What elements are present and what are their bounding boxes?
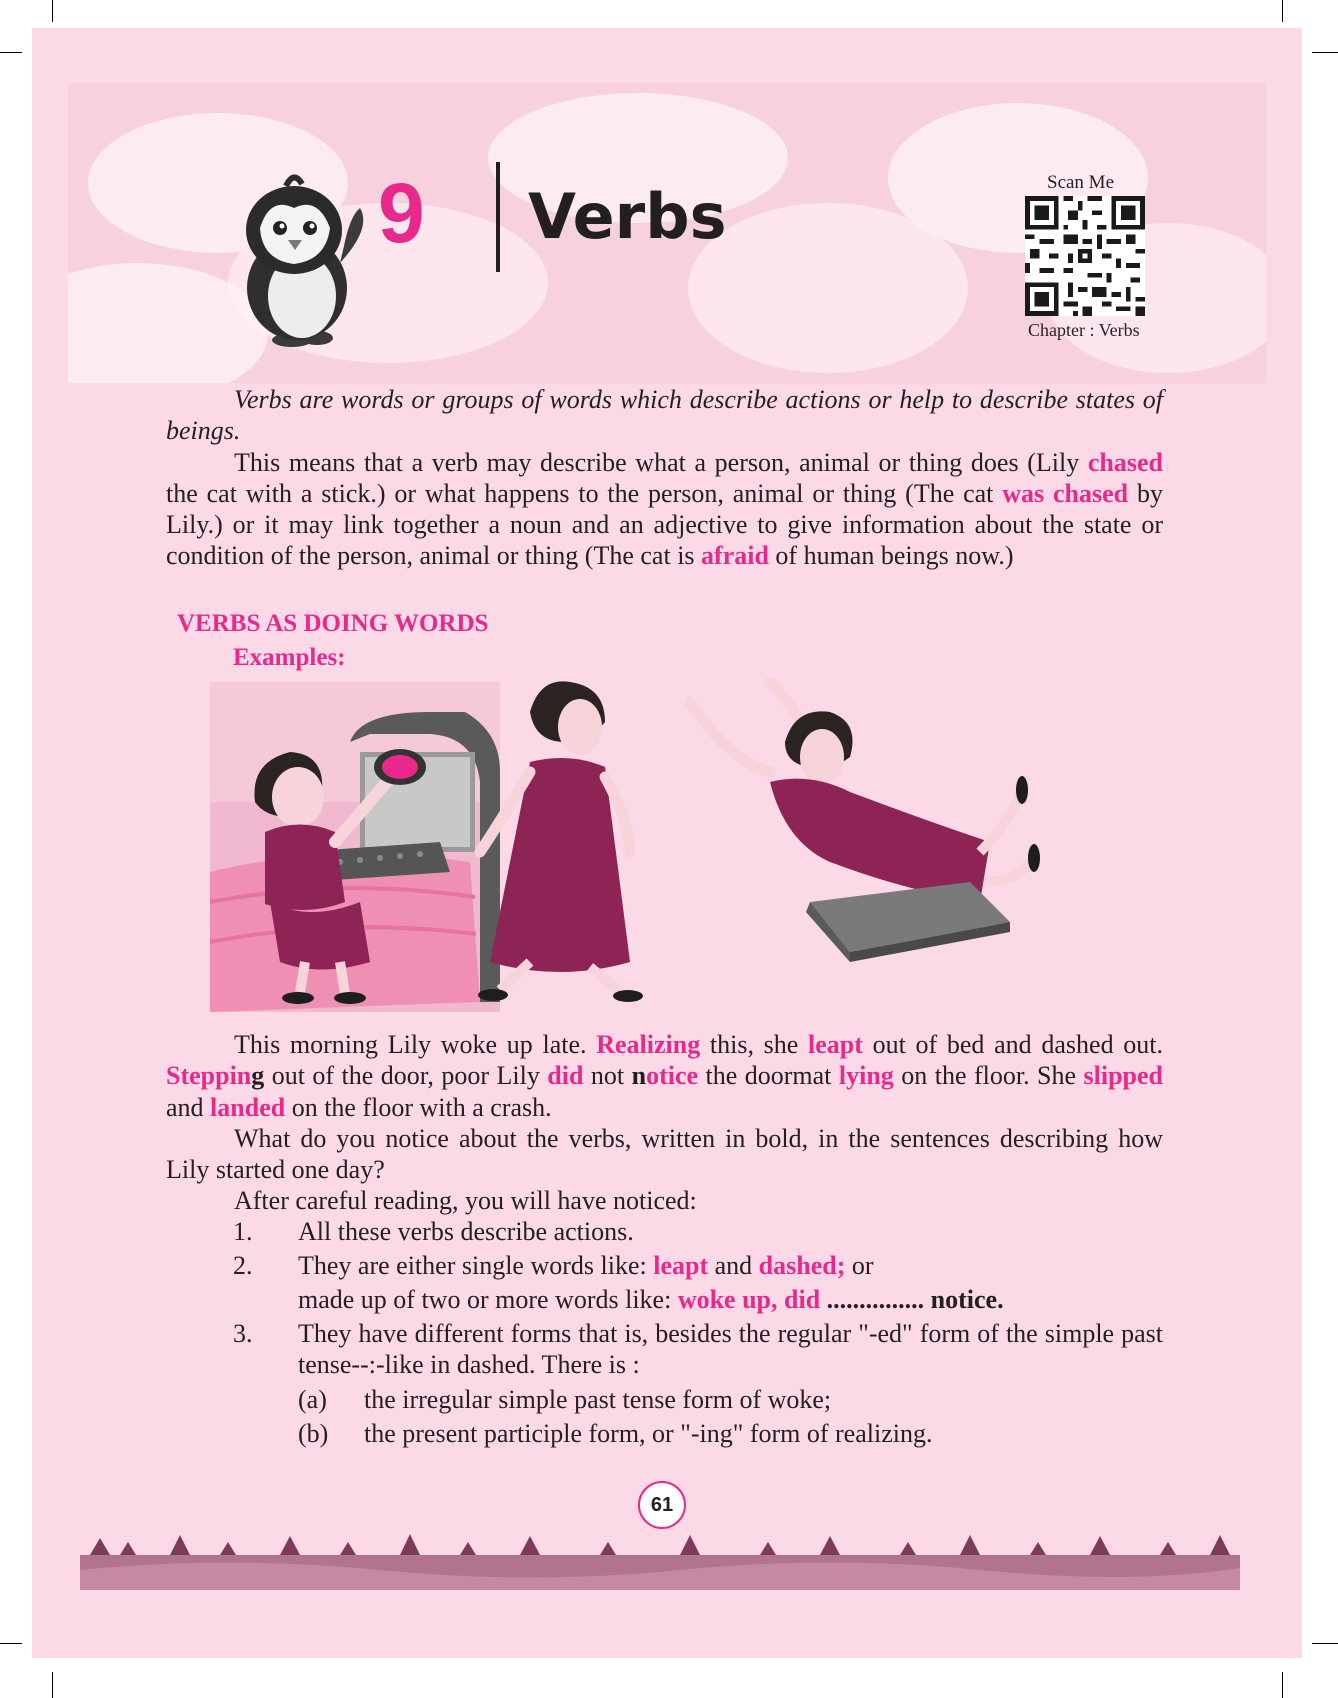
qr-bottom-label: Chapter : Verbs	[1028, 320, 1140, 340]
penguin-icon	[222, 168, 372, 348]
list-item	[298, 1250, 874, 1281]
highlight-verb: woke up, did	[677, 1285, 821, 1314]
section-heading: VERBS AS DOING WORDS	[177, 610, 489, 637]
list-number: 1.	[233, 1217, 253, 1246]
qr-code-icon[interactable]	[1025, 196, 1145, 316]
crop-mark	[1282, 0, 1283, 22]
crop-mark	[52, 0, 53, 22]
highlight-verb: g	[251, 1061, 265, 1091]
page-number: 61	[650, 1494, 674, 1516]
text: This means that a verb may describe what a person, animal or thing does (Lily	[234, 447, 1088, 477]
section-subheading: Examples:	[233, 644, 346, 671]
text: or	[845, 1251, 874, 1280]
highlight-verb: landed	[210, 1092, 286, 1122]
text: made up of two or more words like:	[298, 1285, 678, 1314]
crop-mark	[52, 1672, 53, 1698]
text: on the floor with a crash.	[285, 1092, 552, 1122]
sub-item-label: (b)	[298, 1419, 329, 1448]
highlight-verb: Realizing	[596, 1030, 701, 1059]
list-item: They have different forms that is, besides the regular "-ed" form of the simple past tense--:-like in dashed. There is :	[298, 1319, 1163, 1379]
highlight-verb: was chased	[1002, 478, 1129, 508]
sub-item: the irregular simple past tense form of woke;	[364, 1385, 832, 1414]
sub-item-label: (a)	[298, 1385, 327, 1414]
question-paragraph: What do you notice about the verbs, written in bold, in the sentences describing how Lily started one day?	[166, 1123, 1163, 1185]
crop-mark	[1312, 1643, 1338, 1644]
qr-top-label: Scan Me	[1047, 172, 1115, 193]
text: They are either single words like:	[298, 1251, 654, 1280]
crop-mark	[1282, 1672, 1283, 1698]
highlight-verb: afraid	[701, 541, 769, 571]
intro-block	[166, 384, 1163, 572]
highlight-verb: slipped	[1083, 1061, 1164, 1091]
text: on the floor. She	[893, 1061, 1084, 1091]
crop-mark	[0, 52, 22, 53]
after-reading: After careful reading, you will have noticed:	[234, 1186, 697, 1216]
highlight-verb: leapt	[653, 1251, 709, 1280]
story-paragraph	[166, 1029, 1163, 1123]
highlight-verb: Steppin	[166, 1061, 252, 1091]
text: not	[583, 1061, 632, 1091]
text: of human beings now.)	[768, 541, 1014, 571]
crop-mark	[1312, 52, 1338, 53]
highlight-verb: n	[631, 1061, 647, 1091]
story-block	[166, 1029, 1163, 1217]
text: out of bed and dashed out.	[862, 1030, 1163, 1059]
title-divider	[496, 162, 500, 272]
list-item-continuation	[298, 1284, 1004, 1315]
highlight-verb: dashed;	[758, 1251, 846, 1280]
text: by Lily.) or it may link together a noun and an adjective to give information about the state or condition of the person, animal or thing (The cat is	[166, 478, 1163, 571]
highlight-verb: leapt	[808, 1030, 863, 1059]
highlight-verb: otice	[646, 1061, 699, 1091]
definition: Verbs are words or groups of words which describe actions or help to describe states of beings.	[166, 385, 1163, 446]
text: This morning Lily woke up late.	[234, 1030, 597, 1059]
list-number: 3.	[233, 1319, 253, 1348]
sub-item: the present participle form, or "-ing" form of realizing.	[364, 1419, 933, 1448]
chapter-title: Verbs	[528, 180, 727, 253]
text: and	[166, 1092, 211, 1122]
highlight-verb: lying	[838, 1061, 894, 1091]
footer-landscape	[80, 1530, 1240, 1590]
text: the cat with a stick.) or what happens to the person, animal or thing (The cat	[166, 478, 1003, 508]
list-number: 2.	[233, 1251, 253, 1280]
text: out of the door, poor Lily	[264, 1061, 548, 1091]
list-item: All these verbs describe actions.	[298, 1217, 634, 1246]
chapter-number: 9	[378, 166, 425, 260]
intro-paragraph	[166, 447, 1163, 572]
text: and	[708, 1251, 759, 1280]
text: ............... notice.	[820, 1285, 1004, 1314]
highlight-verb: chased	[1087, 447, 1163, 477]
text: the doormat	[698, 1061, 839, 1091]
highlight-verb: did	[547, 1061, 584, 1091]
lily-illustration	[210, 672, 1140, 1012]
text: this, she	[700, 1030, 809, 1059]
crop-mark	[0, 1643, 22, 1644]
